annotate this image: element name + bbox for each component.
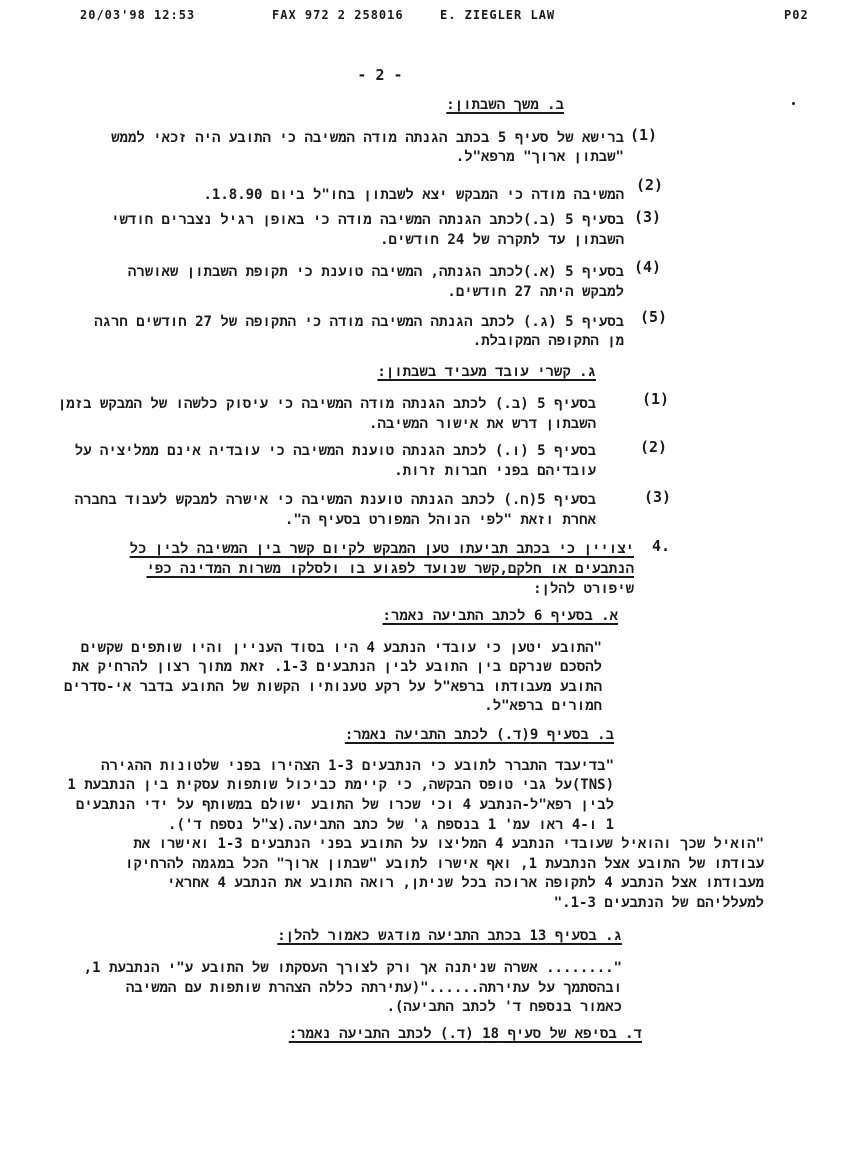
quote-line: להסכם שנרקם בין התובע לבין הנתבעים 1-3. זאת מתוך רצון להרחיק את	[72, 659, 602, 675]
quote-line: התובע מעבודתו ברפא"ל על רקע טענותיו הקשות של התובע בדבר אי-סדרים	[63, 679, 602, 695]
paragraph-line: בסעיף 5 (ב.) לכתב הגנתה מודה המשיבה כי עיסוק כלשהו של המבקש בזמן	[57, 396, 596, 412]
paragraph-line: אחרת וזאת "לפי הנוהל המפורט בסעיף ה".	[284, 512, 596, 528]
paragraph-line: בסעיף 5 (ב.)לכתב הגנתה המשיבה מודה כי באופן רגיל נצברים חודשי	[111, 212, 624, 228]
subsection-g-heading: ג. בסעיף 13 בכתב התביעה מודגש כאמור להלן:	[277, 928, 622, 944]
paragraph-line: הנתבעים או חלקם,קשר שנועד לפגוע בו ולסלקו משרות המדינה כפי	[146, 561, 634, 577]
quote-line: עבודתו של התובע אצל הנתבעת 1, ואף אישרו לתובע "שבתון ארוך" הכל במגמה להרחיקו	[125, 856, 764, 872]
paragraph-line: "שבתון ארוך" מרפא"ל.	[455, 149, 624, 165]
item-number: (2)	[636, 176, 664, 194]
paragraph-line: עובדיהם בפני חברות זרות.	[394, 463, 596, 479]
quote-line: "התובע יטען כי עובדי הנתבע 4 היו בסוד העניין והיו שותפים שקשים	[80, 640, 602, 656]
paragraph-line: המשיבה מודה כי המבקש יצא לשבתון בחו"ל ביום 1.8.90.	[203, 187, 624, 203]
fax-header	[0, 0, 864, 30]
fax-datetime: 20/03'98 12:53	[80, 8, 196, 22]
section-b-heading: ב. משך השבתון:	[446, 97, 564, 113]
paragraph-line: למבקש היתה 27 חודשים.	[447, 284, 624, 300]
quote-line: למעלליהם של הנתבעים 1-3."	[553, 895, 764, 911]
paragraph-line: השבתון עד לתקרה של 24 חודשים.	[380, 232, 624, 248]
paragraph-line: בסעיף 5 (א.)לכתב הגנתה, המשיבה טוענת כי תקופת השבתון שאושרה	[127, 264, 624, 280]
page-number: - 2 -	[357, 66, 403, 84]
paragraph-line: יצויין כי בכתב תביעתו טען המבקש לקיום קשר בין המשיבה לבין כל	[129, 541, 634, 557]
subsection-a-heading: א. בסעיף 6 לכתב התביעה נאמר:	[382, 608, 618, 624]
subsection-d-heading: ד. בסיפא של סעיף 18 (ד.) לכתב התביעה נאמר:	[288, 1026, 642, 1042]
item-number: (2)	[640, 438, 668, 456]
quote-line: כאמור בנספח ד' לכתב התביעה).	[386, 999, 622, 1015]
item-number: (5)	[640, 308, 668, 326]
item-number: (3)	[634, 208, 662, 226]
quote-line: "בדיעבד התברר לתובע כי הנתבעים 1-3 הצהירו בפני שלטונות ההגירה	[101, 758, 614, 774]
paragraph-line: בסעיף 5 (ו.) לכתב הגנתה טוענת המשיבה כי עובדיה אינם ממליציה על	[74, 443, 596, 459]
item-number: (1)	[642, 390, 670, 408]
quote-line: חמורים ברפא"ל.	[484, 698, 602, 714]
fax-sender: E. ZIEGLER LAW	[440, 8, 556, 22]
fax-number: FAX 972 2 258016	[272, 8, 404, 22]
section-g-heading: ג. קשרי עובד מעביד בשבתון:	[377, 364, 596, 380]
paragraph-line: בסעיף 5 (ג.) לכתב הגנתה המשיבה מודה כי התקופה של 27 חודשים חרגה	[94, 314, 624, 330]
quote-line: (TNS)על גבי טופס הבקשה, כי קיימת כביכול שותפות עסקית בין הנתבעת 1	[67, 777, 614, 793]
item-number: (3)	[644, 488, 672, 506]
paragraph-line: השבתון דרש את אישור המשיבה.	[369, 416, 596, 432]
paragraph-number: 4.	[652, 537, 671, 555]
fax-page-number: P02	[784, 8, 809, 22]
quote-line: "........ אשרה שניתנה אך ורק לצורך העסקתו של התובע ע"י הנתבעת 1,	[83, 960, 622, 976]
quote-line: "הואיל שכך והואיל שעובדי הנתבע 4 המליצו על התובע בפני הנתבעים 1-3 ואישרו את	[133, 836, 764, 852]
paragraph-line: ברישא של סעיף 5 בכתב הגנתה מודה המשיבה כי התובע היה זכאי לממש	[111, 130, 624, 146]
quote-line: 1 ו-4 ראו עמ' 1 בנספח ג' של כתב התביעה.(צ"ל נספח ד').	[168, 817, 614, 833]
paragraph-line: שיפורט להלן:	[533, 581, 634, 597]
paragraph-line: בסעיף 5(ח.) לכתב הגנתה טוענת המשיבה כי אישרה למבקש לעבוד בחברה	[74, 492, 596, 508]
quote-line: מעבודתו אצל הנתבע 4 לתקופה ארוכה בכל שניתן, רואה התובע את הנתבע 4 אחראי	[167, 875, 764, 891]
paragraph-line: מן התקופה המקובלת.	[472, 333, 624, 349]
item-number: (4)	[634, 258, 662, 276]
speck	[792, 102, 795, 105]
subsection-b-heading: ב. בסעיף 9(ד.) לכתב התביעה נאמר:	[344, 727, 614, 743]
quote-line: לבין רפא"ל-הנתבע 4 וכי שכרו של התובע ישולם במשותף על ידי הנתבעים	[75, 797, 614, 813]
item-number: (1)	[630, 126, 658, 144]
quote-line: ובהסתמך על עתירתה......"(עתירתה כללה הצהרת שותפות עם המשיבה	[125, 980, 622, 996]
